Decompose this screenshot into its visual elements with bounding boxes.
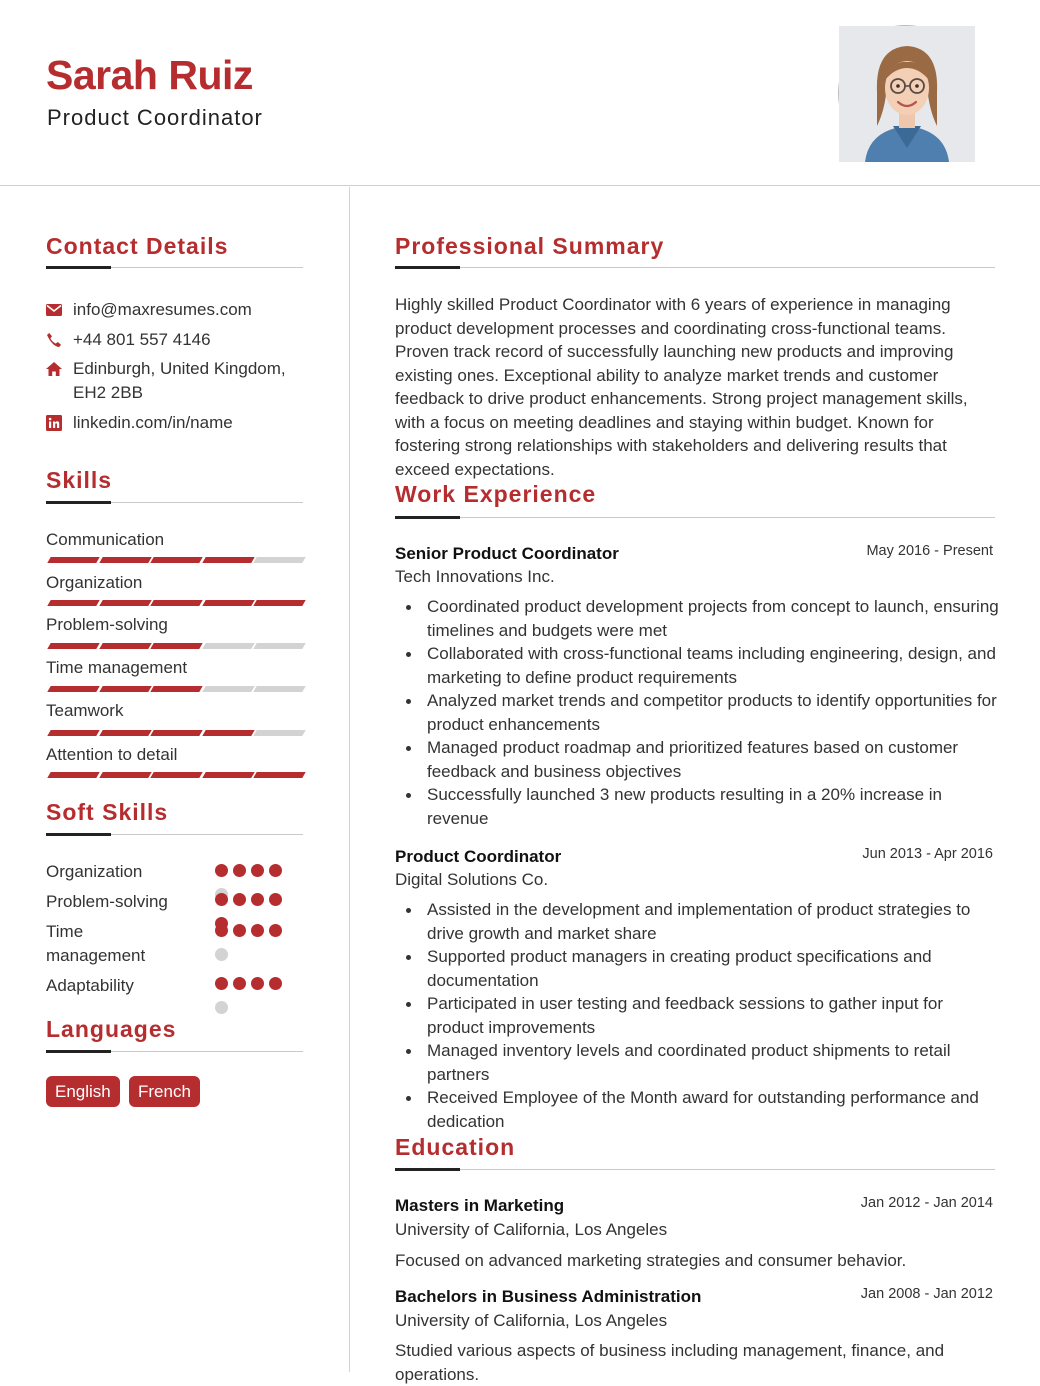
soft-skill-name: Adaptability [46,976,134,995]
rating-dot-empty [215,948,228,961]
skill-level-bar [46,686,302,692]
skill-segment-empty [253,643,305,649]
rating-dot-filled [233,893,246,906]
job-role: Senior Product Coordinator [395,544,619,563]
skill-level-bar [46,600,302,606]
home-icon [46,361,62,377]
skill-name: Communication [46,530,165,549]
summary-section-title: Professional Summary [395,233,665,259]
skill-segment-filled [47,686,99,692]
list-item: Received Employee of the Month award for outstanding performance and dedication [427,1086,1002,1133]
skill-level-bar [46,772,302,778]
education-degree: Bachelors in Business Administration [395,1287,702,1306]
rating-dot-filled [251,864,264,877]
rating-dot-filled [233,977,246,990]
skill-segment-empty [253,730,305,736]
soft-skills-section-title: Soft Skills [46,799,169,825]
skill-segment-filled [47,557,99,563]
job-dates: Jun 2013 - Apr 2016 [862,846,993,862]
phone-icon [46,332,62,348]
rating-dot-filled [251,924,264,937]
summary-section-rule [395,267,995,268]
skill-segment-filled [99,557,151,563]
language-badge-french: French [129,1076,200,1107]
skill-segment-filled [150,557,202,563]
rating-dot-filled [269,893,282,906]
skill-segment-empty [202,686,254,692]
contact-section-accent [46,266,111,269]
list-item: Managed product roadmap and prioritized features based on customer feedback and business objectives [427,736,1002,783]
phone-text: +44 801 557 4146 [73,330,211,349]
rating-dot-filled [269,864,282,877]
email-text: info@maxresumes.com [73,300,252,319]
skill-segment-empty [253,557,305,563]
education-school: University of California, Los Angeles [395,1220,668,1239]
contact-section-title: Contact Details [46,233,229,259]
rating-dot-filled [233,924,246,937]
job-company: Tech Innovations Inc. [395,567,555,586]
rating-dot-filled [233,864,246,877]
job-bullets [427,898,1002,1133]
profile-portrait-icon [839,26,975,162]
soft-skill-name: Time [46,922,84,941]
rating-dot-filled [215,924,228,937]
skill-segment-filled [253,772,305,778]
languages-section-title: Languages [46,1016,177,1042]
list-item: Analyzed market trends and competitor products to identify opportunities for product enhancements [427,689,1002,736]
education-description: Studied various aspects of business including management, finance, and operations. [395,1341,945,1384]
candidate-title: Product Coordinator [47,105,263,130]
list-item: Coordinated product development projects from concept to launch, ensuring timelines and budgets were met [427,595,1002,642]
skills-section-accent [46,501,111,504]
skill-segment-filled [47,600,99,606]
skill-segment-filled [150,643,202,649]
skill-segment-filled [150,686,202,692]
address-line1: Edinburgh, United Kingdom, [73,359,286,378]
education-dates: Jan 2012 - Jan 2014 [860,1195,993,1211]
list-item: Assisted in the development and implementation of product strategies to drive growth and market share [427,898,1002,945]
skill-level-bar [46,557,302,563]
education-section-title: Education [395,1134,516,1160]
skill-name: Attention to detail [46,745,178,764]
skills-section-title: Skills [46,467,113,493]
education-section-rule [395,1169,995,1170]
candidate-name: Sarah Ruiz [46,52,253,98]
job-role: Product Coordinator [395,847,562,866]
rating-dot-filled [251,893,264,906]
skill-level-bar [46,730,302,736]
rating-dot-filled [215,864,228,877]
skill-name: Problem-solving [46,615,168,634]
skill-segment-filled [202,772,254,778]
soft-skill-name: Problem-solving [46,892,168,911]
linkedin-text: linkedin.com/in/name [73,413,233,432]
soft-skill-name-cont: management [46,946,146,965]
experience-section-accent [395,516,460,519]
education-school: University of California, Los Angeles [395,1311,668,1330]
summary-section-accent [395,266,460,269]
education-section-accent [395,1168,460,1171]
education-description: Focused on advanced marketing strategies and consumer behavior. [395,1251,907,1270]
rating-dot-filled [251,977,264,990]
skill-segment-filled [47,643,99,649]
skill-segment-filled [99,686,151,692]
skill-segment-filled [99,643,151,649]
skill-segment-filled [99,772,151,778]
skill-segment-filled [150,772,202,778]
languages-section-accent [46,1050,111,1053]
skill-segment-empty [253,686,305,692]
linkedin-icon [46,415,62,431]
profile-photo [838,25,974,161]
skill-segment-filled [150,600,202,606]
skill-segment-filled [47,772,99,778]
language-badge-english: English [46,1076,120,1107]
soft-skill-name: Organization [46,862,143,881]
skill-segment-filled [202,557,254,563]
skill-segment-filled [202,730,254,736]
education-degree: Masters in Marketing [395,1196,565,1215]
skill-name: Teamwork [46,701,124,720]
experience-section-rule [395,517,995,518]
job-company: Digital Solutions Co. [395,870,549,889]
list-item: Participated in user testing and feedback sessions to gather input for product improvements [427,992,1002,1039]
list-item: Successfully launched 3 new products resulting in a 20% increase in revenue [427,783,1002,830]
list-item: Collaborated with cross-functional teams including engineering, design, and marketing to define product requirements [427,642,1002,689]
skill-segment-filled [150,730,202,736]
rating-dot-filled [215,893,228,906]
rating-dot-empty [215,1001,228,1014]
summary-text: Highly skilled Product Coordinator with 6 years of experience in managing product development processes and coordinating cross-functional teams. Proven track record of successfully launching new products and improving existing ones. Exceptional ability to analyze market trends and customer feedback to drive product enhancements. Strong project management skills, with a focus on meeting deadlines and staying within budget. Known for fostering strong relationships with stakeholders and delivering results that exceed expectations. [395,295,968,479]
rating-dot-filled [269,924,282,937]
skill-name: Time management [46,658,188,677]
list-item: Managed inventory levels and coordinated product shipments to retail partners [427,1039,1002,1086]
skill-segment-filled [253,600,305,606]
soft-skills-section-accent [46,833,111,836]
resume-header [0,0,1040,186]
skill-segment-filled [99,730,151,736]
education-dates: Jan 2008 - Jan 2012 [860,1286,993,1302]
job-bullets [427,595,1002,830]
skill-segment-filled [47,730,99,736]
experience-section-title: Work Experience [395,481,597,507]
address-line2: EH2 2BB [73,383,143,402]
skill-segment-empty [202,643,254,649]
envelope-icon [46,302,62,318]
skill-segment-filled [202,600,254,606]
skill-segment-filled [99,600,151,606]
skill-level-bar [46,643,302,649]
rating-dot-filled [215,977,228,990]
rating-dot-filled [269,977,282,990]
skill-name: Organization [46,573,143,592]
column-divider [349,187,350,1372]
job-dates: May 2016 - Present [866,543,993,559]
list-item: Supported product managers in creating product specifications and documentation [427,945,1002,992]
